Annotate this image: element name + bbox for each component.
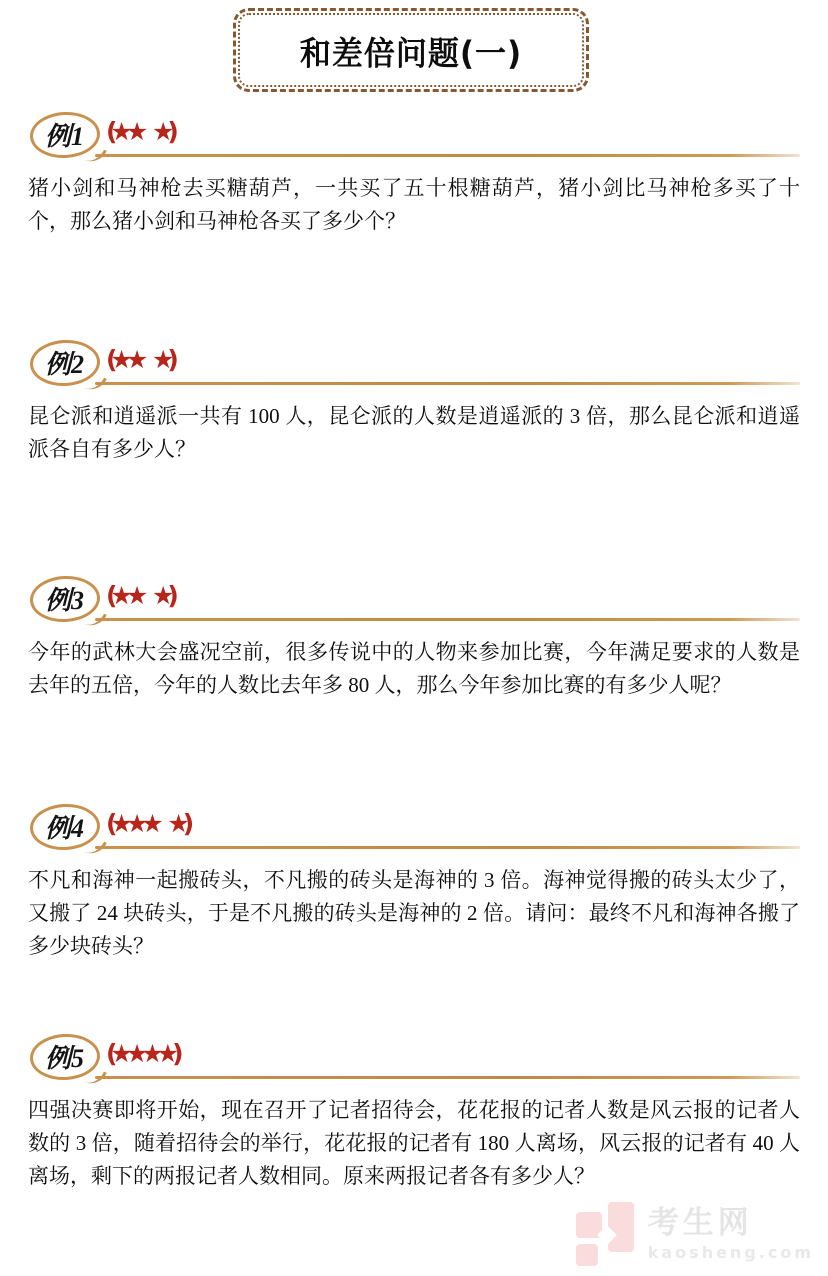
example-4-label: 例4 <box>45 813 85 843</box>
section-divider-line <box>95 154 800 157</box>
example-5-badge <box>29 1032 101 1082</box>
problem-5-header <box>0 1034 828 1082</box>
worksheet-title-box <box>233 8 589 92</box>
watermark-domain: kaosheng.com <box>647 1242 814 1262</box>
problem-2-text: 昆仑派和逍遥派一共有 100 人，昆仑派的人数是逍遥派的 3 倍，那么昆仑派和逍遥派各自有多少人？ <box>28 404 800 461</box>
problem-section-5 <box>0 1034 828 1193</box>
section-divider-line <box>95 382 800 385</box>
example-5-label: 例5 <box>45 1043 85 1073</box>
example-1-badge <box>29 110 101 160</box>
difficulty-stars-4: (★★★ ★) <box>106 809 188 838</box>
example-3-label: 例3 <box>45 585 85 615</box>
section-divider-line <box>95 618 800 621</box>
difficulty-stars-2: (★★ ★) <box>106 345 172 374</box>
kaosheng-logo-icon <box>576 1202 636 1266</box>
worksheet-title-inner-border <box>238 13 584 87</box>
logo-block <box>608 1202 634 1252</box>
example-1-label: 例1 <box>45 121 85 151</box>
problem-section-1 <box>0 112 828 238</box>
logo-block <box>576 1244 598 1266</box>
problem-section-3 <box>0 576 828 702</box>
problem-1-header <box>0 112 828 160</box>
example-4-badge <box>29 802 101 852</box>
problem-3-header <box>0 576 828 624</box>
page-title: 和差倍问题(一) <box>299 34 523 73</box>
problem-section-2 <box>0 340 828 466</box>
difficulty-stars-1: (★★ ★) <box>106 117 172 146</box>
watermark-text <box>647 1204 814 1262</box>
problem-4-text: 不凡和海神一起搬砖头，不凡搬的砖头是海神的 3 倍。海神觉得搬的砖头太少了，又搬了 24 块砖头，于是不凡搬的砖头是海神的 2 倍。请问：最终不凡和海神各搬了多少块砖头？ <box>28 868 800 958</box>
example-2-label: 例2 <box>45 349 85 379</box>
example-2-badge <box>29 338 101 388</box>
problem-3-text: 今年的武林大会盛况空前，很多传说中的人物来参加比赛，今年满足要求的人数是去年的五倍，今年的人数比去年多 80 人，那么今年参加比赛的有多少人呢？ <box>28 640 800 697</box>
problem-1-text: 猪小剑和马神枪去买糖葫芦，一共买了五十根糖葫芦，猪小剑比马神枪多买了十个，那么猪小剑和马神枪各买了多少个？ <box>28 176 800 233</box>
watermark-brand: 考生网 <box>647 1204 753 1241</box>
problem-section-4 <box>0 804 828 963</box>
example-3-badge <box>29 574 101 624</box>
problem-5-text: 四强决赛即将开始，现在召开了记者招待会，花花报的记者人数是风云报的记者人数的 3 倍，随着招待会的举行，花花报的记者有 180 人离场，风云报的记者有 40 人离场，剩下的两报记者人数相同。原来两报记者各有多少人？ <box>28 1098 800 1188</box>
section-divider-line <box>95 846 800 849</box>
difficulty-stars-5: (★★★★) <box>106 1039 177 1068</box>
difficulty-stars-3: (★★ ★) <box>106 581 172 610</box>
watermark <box>576 1202 814 1266</box>
section-divider-line <box>95 1076 800 1079</box>
problem-4-header <box>0 804 828 852</box>
problem-2-header <box>0 340 828 388</box>
